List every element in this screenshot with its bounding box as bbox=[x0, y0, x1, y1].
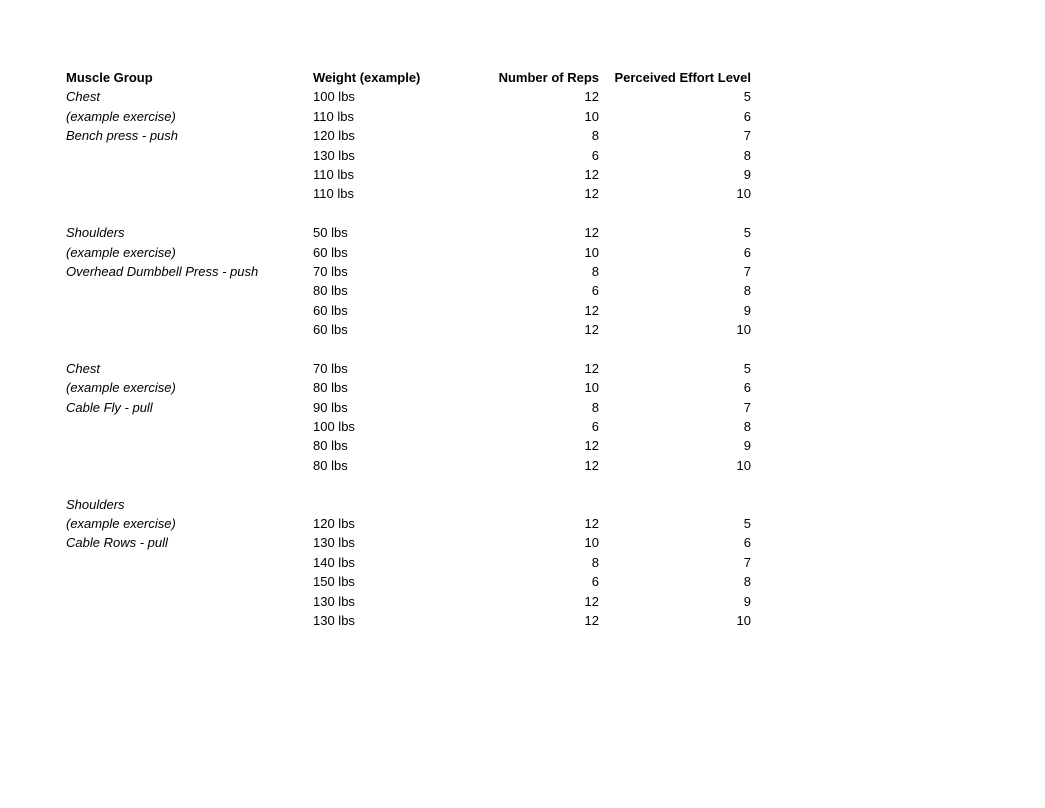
reps-cell: 10 bbox=[584, 535, 599, 551]
effort-cell: 10 bbox=[736, 457, 751, 473]
weight-cell: 110 lbs bbox=[313, 166, 354, 182]
weight-cell: 100 lbs bbox=[313, 89, 355, 105]
reps-cell: 12 bbox=[584, 89, 599, 105]
effort-cell: 7 bbox=[743, 263, 751, 279]
reps-cell: 12 bbox=[584, 322, 599, 338]
effort-cell: 5 bbox=[743, 360, 751, 376]
table-row bbox=[66, 262, 766, 281]
table-row bbox=[66, 243, 766, 262]
reps-cell: 8 bbox=[591, 554, 599, 570]
weight-cell: 110 lbs bbox=[313, 186, 354, 202]
effort-cell: 7 bbox=[743, 128, 751, 144]
effort-cell: 5 bbox=[743, 225, 751, 241]
reps-cell: 12 bbox=[584, 166, 599, 182]
reps-cell: 12 bbox=[584, 225, 599, 241]
effort-cell: 6 bbox=[743, 244, 751, 260]
header-muscle-group: Muscle Group bbox=[66, 70, 153, 85]
reps-cell: 12 bbox=[584, 457, 599, 473]
muscle-group-cell: (example exercise) bbox=[66, 108, 176, 124]
table-row bbox=[66, 475, 766, 494]
weight-cell: 130 lbs bbox=[313, 147, 355, 163]
table-row bbox=[66, 378, 766, 397]
table-row bbox=[66, 204, 766, 223]
weight-cell: 130 lbs bbox=[313, 593, 355, 609]
table-row bbox=[66, 553, 766, 572]
muscle-group-cell: (example exercise) bbox=[66, 380, 176, 396]
weight-cell: 70 lbs bbox=[313, 263, 348, 279]
table-row bbox=[66, 87, 766, 106]
weight-cell: 80 lbs bbox=[313, 380, 348, 396]
weight-cell: 60 lbs bbox=[313, 322, 348, 338]
table-row bbox=[66, 572, 766, 591]
reps-cell: 6 bbox=[591, 574, 599, 590]
weight-cell: 110 lbs bbox=[313, 108, 354, 124]
weight-cell: 60 lbs bbox=[313, 244, 348, 260]
weight-cell: 150 lbs bbox=[313, 574, 355, 590]
effort-cell: 10 bbox=[736, 186, 751, 202]
weight-cell: 140 lbs bbox=[313, 554, 355, 570]
muscle-group-cell: Cable Rows - pull bbox=[66, 535, 168, 551]
header-weight: Weight (example) bbox=[313, 70, 421, 85]
muscle-group-cell: Chest bbox=[66, 360, 100, 376]
reps-cell: 10 bbox=[584, 244, 599, 260]
muscle-group-cell: Overhead Dumbbell Press - push bbox=[66, 263, 259, 279]
table-row bbox=[66, 456, 766, 475]
table-row bbox=[66, 533, 766, 552]
table-row bbox=[66, 592, 766, 611]
effort-cell: 7 bbox=[743, 399, 751, 415]
effort-cell: 10 bbox=[736, 612, 751, 628]
effort-cell: 9 bbox=[743, 593, 751, 609]
reps-cell: 8 bbox=[591, 399, 599, 415]
effort-cell: 8 bbox=[743, 574, 751, 590]
table-row bbox=[66, 495, 766, 514]
weight-cell: 80 lbs bbox=[313, 283, 348, 299]
effort-cell: 5 bbox=[743, 89, 751, 105]
table-body bbox=[66, 87, 766, 630]
table-row bbox=[66, 398, 766, 417]
muscle-group-cell: Bench press - push bbox=[66, 128, 179, 144]
header-reps: Number of Reps bbox=[498, 70, 599, 85]
reps-cell: 6 bbox=[591, 419, 599, 435]
effort-cell: 10 bbox=[736, 322, 751, 338]
weight-cell: 90 lbs bbox=[313, 399, 348, 415]
reps-cell: 12 bbox=[584, 186, 599, 202]
header-row bbox=[66, 68, 766, 87]
muscle-group-cell: Chest bbox=[66, 89, 100, 105]
weight-cell: 50 lbs bbox=[313, 225, 348, 241]
table-row bbox=[66, 417, 766, 436]
weight-cell: 80 lbs bbox=[313, 457, 348, 473]
table-row bbox=[66, 359, 766, 378]
effort-cell: 5 bbox=[743, 515, 751, 531]
weight-cell: 100 lbs bbox=[313, 419, 355, 435]
reps-cell: 6 bbox=[591, 283, 599, 299]
reps-cell: 12 bbox=[584, 302, 599, 318]
table-row bbox=[66, 126, 766, 145]
effort-cell: 7 bbox=[743, 554, 751, 570]
effort-cell: 6 bbox=[743, 108, 751, 124]
weight-cell: 70 lbs bbox=[313, 360, 348, 376]
table-row bbox=[66, 611, 766, 630]
muscle-group-cell: Shoulders bbox=[66, 496, 125, 512]
table-row bbox=[66, 184, 766, 203]
table-row bbox=[66, 301, 766, 320]
reps-cell: 12 bbox=[584, 360, 599, 376]
effort-cell: 8 bbox=[743, 283, 751, 299]
weight-cell: 80 lbs bbox=[313, 438, 348, 454]
table-row bbox=[66, 223, 766, 242]
muscle-group-cell: (example exercise) bbox=[66, 515, 176, 531]
reps-cell: 12 bbox=[584, 515, 599, 531]
effort-cell: 9 bbox=[743, 438, 751, 454]
weight-cell: 60 lbs bbox=[313, 302, 348, 318]
reps-cell: 12 bbox=[584, 438, 599, 454]
table-row bbox=[66, 320, 766, 339]
table-row bbox=[66, 146, 766, 165]
effort-cell: 6 bbox=[743, 535, 751, 551]
muscle-group-cell: (example exercise) bbox=[66, 244, 176, 260]
reps-cell: 8 bbox=[591, 128, 599, 144]
table-row bbox=[66, 165, 766, 184]
muscle-group-cell: Cable Fly - pull bbox=[66, 399, 153, 415]
reps-cell: 6 bbox=[591, 147, 599, 163]
weight-cell: 120 lbs bbox=[313, 128, 355, 144]
effort-cell: 9 bbox=[743, 302, 751, 318]
effort-cell: 8 bbox=[743, 419, 751, 435]
table-row bbox=[66, 281, 766, 300]
weight-cell: 130 lbs bbox=[313, 535, 355, 551]
effort-cell: 6 bbox=[743, 380, 751, 396]
muscle-group-cell: Shoulders bbox=[66, 225, 125, 241]
table-row bbox=[66, 436, 766, 455]
effort-cell: 9 bbox=[743, 166, 751, 182]
table-row bbox=[66, 514, 766, 533]
reps-cell: 10 bbox=[584, 380, 599, 396]
effort-cell: 8 bbox=[743, 147, 751, 163]
reps-cell: 12 bbox=[584, 593, 599, 609]
reps-cell: 12 bbox=[584, 612, 599, 628]
reps-cell: 10 bbox=[584, 108, 599, 124]
workout-sheet bbox=[66, 68, 766, 630]
header-effort: Perceived Effort Level bbox=[614, 70, 751, 85]
table-row bbox=[66, 107, 766, 126]
table-row bbox=[66, 339, 766, 358]
weight-cell: 120 lbs bbox=[313, 515, 355, 531]
weight-cell: 130 lbs bbox=[313, 612, 355, 628]
reps-cell: 8 bbox=[591, 263, 599, 279]
